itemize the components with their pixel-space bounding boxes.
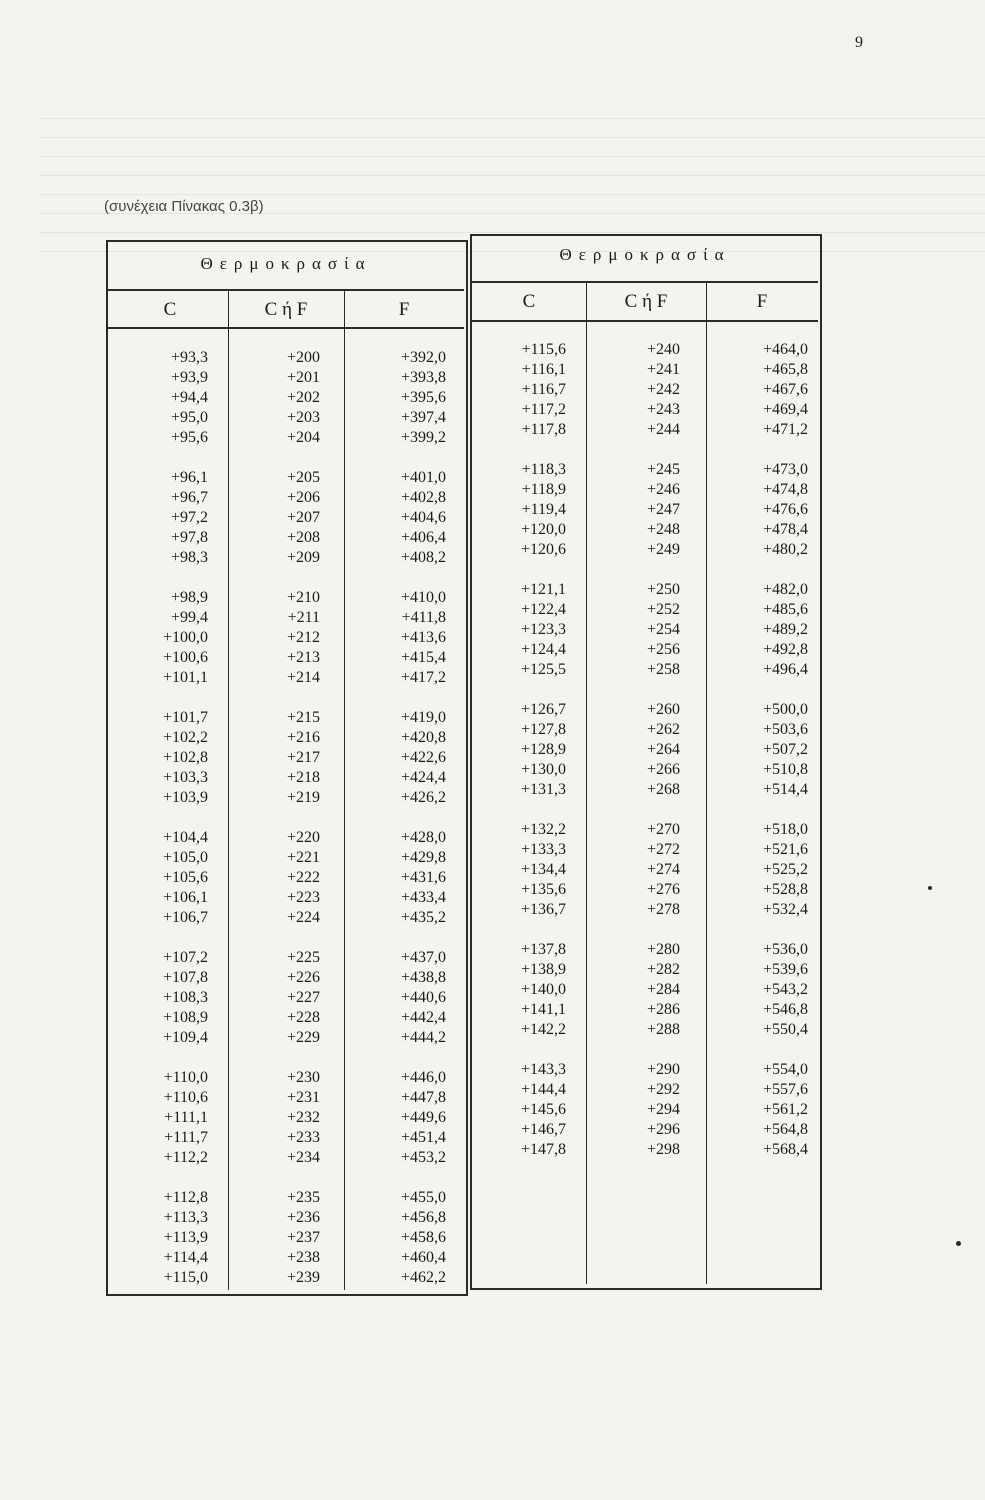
table-cell-right: +503,6 bbox=[762, 721, 808, 738]
table-cell-left: +215 bbox=[286, 709, 320, 726]
table-cell-right: +282 bbox=[646, 961, 680, 978]
table-cell-left: +108,3 bbox=[162, 989, 208, 1006]
table-cell-right: +543,2 bbox=[762, 981, 808, 998]
table-cell-left: +98,9 bbox=[170, 589, 208, 606]
table-cell-right: +292 bbox=[646, 1081, 680, 1098]
table-cell-right: +141,1 bbox=[520, 1001, 566, 1018]
colhead-left-c-or-f: C ή F bbox=[264, 299, 308, 320]
table-cell-left: +420,8 bbox=[400, 729, 446, 746]
table-cell-left: +97,8 bbox=[170, 529, 208, 546]
table-cell-right: +536,0 bbox=[762, 941, 808, 958]
table-cell-left: +110,0 bbox=[163, 1069, 208, 1086]
table-cell-right: +120,6 bbox=[520, 541, 566, 558]
table-cell-left: +100,0 bbox=[162, 629, 208, 646]
table-cell-left: +204 bbox=[286, 429, 320, 446]
table-cell-left: +208 bbox=[286, 529, 320, 546]
colhead-right-f: F bbox=[756, 291, 768, 312]
table-cell-left: +446,0 bbox=[400, 1069, 446, 1086]
table-cell-left: +429,8 bbox=[400, 849, 446, 866]
table-cell-right: +118,9 bbox=[521, 481, 566, 498]
colhead-left-c: C bbox=[163, 299, 177, 320]
table-cell-right: +492,8 bbox=[762, 641, 808, 658]
table-cell-left: +426,2 bbox=[400, 789, 446, 806]
table-cell-left: +113,9 bbox=[163, 1229, 208, 1246]
table-cell-right: +260 bbox=[646, 701, 680, 718]
table-cell-right: +482,0 bbox=[762, 581, 808, 598]
table-cell-left: +239 bbox=[286, 1269, 320, 1286]
table-cell-right: +296 bbox=[646, 1121, 680, 1138]
table-cell-right: +278 bbox=[646, 901, 680, 918]
table-cell-left: +393,8 bbox=[400, 369, 446, 386]
table-cell-right: +485,6 bbox=[762, 601, 808, 618]
table-cell-left: +238 bbox=[286, 1249, 320, 1266]
table-cell-left: +112,8 bbox=[163, 1189, 208, 1206]
table-cell-left: +404,6 bbox=[400, 509, 446, 526]
table-cell-left: +227 bbox=[286, 989, 320, 1006]
table-cell-left: +112,2 bbox=[163, 1149, 208, 1166]
table-cell-right: +248 bbox=[646, 521, 680, 538]
table-cell-left: +440,6 bbox=[400, 989, 446, 1006]
table-cell-left: +103,9 bbox=[162, 789, 208, 806]
table-cell-right: +136,7 bbox=[520, 901, 566, 918]
table-cell-right: +489,2 bbox=[762, 621, 808, 638]
table-cell-left: +106,7 bbox=[162, 909, 208, 926]
table-cell-right: +465,8 bbox=[762, 361, 808, 378]
table-cell-right: +272 bbox=[646, 841, 680, 858]
table-cell-left: +96,1 bbox=[170, 469, 208, 486]
table-cell-left: +225 bbox=[286, 949, 320, 966]
table-cell-left: +224 bbox=[286, 909, 320, 926]
table-cell-right: +133,3 bbox=[520, 841, 566, 858]
table-cell-left: +98,3 bbox=[170, 549, 208, 566]
table-caption: (συνέχεια Πίνακας 0.3β) bbox=[104, 198, 264, 215]
table-cell-left: +438,8 bbox=[400, 969, 446, 986]
table-cell-right: +256 bbox=[646, 641, 680, 658]
table-cell-right: +132,2 bbox=[520, 821, 566, 838]
table-cell-right: +252 bbox=[646, 601, 680, 618]
table-cell-left: +93,9 bbox=[170, 369, 208, 386]
table-cell-left: +415,4 bbox=[400, 649, 446, 666]
table-cell-left: +209 bbox=[286, 549, 320, 566]
colhead-divider-left bbox=[108, 327, 464, 329]
table-cell-left: +419,0 bbox=[400, 709, 446, 726]
table-cell-right: +469,4 bbox=[762, 401, 808, 418]
table-cell-right: +500,0 bbox=[762, 701, 808, 718]
table-cell-right: +539,6 bbox=[762, 961, 808, 978]
table-cell-left: +203 bbox=[286, 409, 320, 426]
table-cell-left: +417,2 bbox=[400, 669, 446, 686]
table-cell-right: +473,0 bbox=[762, 461, 808, 478]
table-cell-right: +288 bbox=[646, 1021, 680, 1038]
table-cell-right: +135,6 bbox=[520, 881, 566, 898]
table-cell-right: +131,3 bbox=[520, 781, 566, 798]
table-cell-left: +108,9 bbox=[162, 1009, 208, 1026]
table-cell-left: +451,4 bbox=[400, 1129, 446, 1146]
table-cell-left: +435,2 bbox=[400, 909, 446, 926]
table-cell-right: +521,6 bbox=[762, 841, 808, 858]
header-divider-left bbox=[108, 289, 464, 291]
table-cell-left: +99,4 bbox=[170, 609, 208, 626]
table-cell-left: +447,8 bbox=[400, 1089, 446, 1106]
table-cell-right: +246 bbox=[646, 481, 680, 498]
table-cell-left: +449,6 bbox=[400, 1109, 446, 1126]
table-cell-left: +106,1 bbox=[162, 889, 208, 906]
table-cell-right: +120,0 bbox=[520, 521, 566, 538]
table-cell-left: +95,6 bbox=[170, 429, 208, 446]
table-cell-left: +232 bbox=[286, 1109, 320, 1126]
table-cell-left: +453,2 bbox=[400, 1149, 446, 1166]
table-cell-left: +105,0 bbox=[162, 849, 208, 866]
ink-speck bbox=[956, 1241, 961, 1246]
colhead-right-c: C bbox=[522, 291, 536, 312]
table-cell-left: +456,8 bbox=[400, 1209, 446, 1226]
table-cell-right: +496,4 bbox=[762, 661, 808, 678]
table-cell-right: +561,2 bbox=[762, 1101, 808, 1118]
table-cell-left: +205 bbox=[286, 469, 320, 486]
table-cell-left: +201 bbox=[286, 369, 320, 386]
table-cell-right: +268 bbox=[646, 781, 680, 798]
table-cell-left: +212 bbox=[286, 629, 320, 646]
table-cell-left: +102,8 bbox=[162, 749, 208, 766]
table-cell-right: +116,1 bbox=[521, 361, 566, 378]
table-cell-right: +550,4 bbox=[762, 1021, 808, 1038]
table-cell-right: +118,3 bbox=[521, 461, 566, 478]
table-cell-left: +431,6 bbox=[400, 869, 446, 886]
table-cell-left: +113,3 bbox=[163, 1209, 208, 1226]
table-cell-right: +284 bbox=[646, 981, 680, 998]
table-cell-right: +290 bbox=[646, 1061, 680, 1078]
table-cell-right: +125,5 bbox=[520, 661, 566, 678]
table-cell-right: +142,2 bbox=[520, 1021, 566, 1038]
table-cell-left: +413,6 bbox=[400, 629, 446, 646]
table-cell-left: +455,0 bbox=[400, 1189, 446, 1206]
table-cell-left: +218 bbox=[286, 769, 320, 786]
table-cell-right: +128,9 bbox=[520, 741, 566, 758]
table-cell-right: +124,4 bbox=[520, 641, 566, 658]
table-cell-right: +243 bbox=[646, 401, 680, 418]
table-cell-left: +399,2 bbox=[400, 429, 446, 446]
table-cell-left: +101,1 bbox=[162, 669, 208, 686]
table-cell-right: +467,6 bbox=[762, 381, 808, 398]
table-cell-right: +254 bbox=[646, 621, 680, 638]
table-cell-right: +245 bbox=[646, 461, 680, 478]
table-cell-left: +107,8 bbox=[162, 969, 208, 986]
table-cell-left: +103,3 bbox=[162, 769, 208, 786]
table-cell-left: +105,6 bbox=[162, 869, 208, 886]
table-cell-right: +514,4 bbox=[762, 781, 808, 798]
table-cell-left: +217 bbox=[286, 749, 320, 766]
table-cell-right: +476,6 bbox=[762, 501, 808, 518]
table-cell-right: +518,0 bbox=[762, 821, 808, 838]
table-cell-right: +298 bbox=[646, 1141, 680, 1158]
table-cell-left: +222 bbox=[286, 869, 320, 886]
table-cell-left: +236 bbox=[286, 1209, 320, 1226]
table-cell-right: +244 bbox=[646, 421, 680, 438]
table-cell-right: +117,8 bbox=[521, 421, 566, 438]
table-cell-right: +274 bbox=[646, 861, 680, 878]
table-cell-left: +109,4 bbox=[162, 1029, 208, 1046]
table-cell-left: +110,6 bbox=[163, 1089, 208, 1106]
table-cell-right: +241 bbox=[646, 361, 680, 378]
colhead-left-f: F bbox=[398, 299, 410, 320]
table-cell-right: +117,2 bbox=[521, 401, 566, 418]
table-cell-right: +242 bbox=[646, 381, 680, 398]
table-cell-left: +102,2 bbox=[162, 729, 208, 746]
table-cell-right: +121,1 bbox=[520, 581, 566, 598]
table-cell-left: +97,2 bbox=[170, 509, 208, 526]
table-cell-right: +247 bbox=[646, 501, 680, 518]
table-cell-left: +406,4 bbox=[400, 529, 446, 546]
table-cell-right: +123,3 bbox=[520, 621, 566, 638]
table-cell-right: +137,8 bbox=[520, 941, 566, 958]
table-cell-right: +116,7 bbox=[521, 381, 566, 398]
table-cell-left: +94,4 bbox=[170, 389, 208, 406]
table-cell-right: +480,2 bbox=[762, 541, 808, 558]
table-cell-left: +200 bbox=[286, 349, 320, 366]
table-cell-left: +437,0 bbox=[400, 949, 446, 966]
table-cell-right: +134,4 bbox=[520, 861, 566, 878]
table-cell-left: +220 bbox=[286, 829, 320, 846]
table-cell-left: +115,0 bbox=[163, 1269, 208, 1286]
table-cell-left: +229 bbox=[286, 1029, 320, 1046]
table-cell-left: +207 bbox=[286, 509, 320, 526]
table-cell-right: +130,0 bbox=[520, 761, 566, 778]
table-cell-right: +280 bbox=[646, 941, 680, 958]
table-cell-left: +223 bbox=[286, 889, 320, 906]
table-cell-left: +408,2 bbox=[400, 549, 446, 566]
table-cell-right: +478,4 bbox=[762, 521, 808, 538]
table-cell-right: +525,2 bbox=[762, 861, 808, 878]
table-cell-right: +557,6 bbox=[762, 1081, 808, 1098]
table-cell-left: +234 bbox=[286, 1149, 320, 1166]
table-cell-right: +471,2 bbox=[762, 421, 808, 438]
table-cell-right: +146,7 bbox=[520, 1121, 566, 1138]
table-cell-left: +442,4 bbox=[400, 1009, 446, 1026]
table-cell-left: +101,7 bbox=[162, 709, 208, 726]
table-cell-left: +444,2 bbox=[400, 1029, 446, 1046]
table-cell-right: +554,0 bbox=[762, 1061, 808, 1078]
table-cell-right: +138,9 bbox=[520, 961, 566, 978]
table-cell-right: +546,8 bbox=[762, 1001, 808, 1018]
table-cell-left: +410,0 bbox=[400, 589, 446, 606]
table-cell-left: +401,0 bbox=[400, 469, 446, 486]
table-cell-left: +458,6 bbox=[400, 1229, 446, 1246]
table-cell-right: +262 bbox=[646, 721, 680, 738]
table-cell-left: +237 bbox=[286, 1229, 320, 1246]
table-cell-left: +100,6 bbox=[162, 649, 208, 666]
table-cell-right: +240 bbox=[646, 341, 680, 358]
table-cell-right: +143,3 bbox=[520, 1061, 566, 1078]
table-cell-left: +104,4 bbox=[162, 829, 208, 846]
table-cell-left: +397,4 bbox=[400, 409, 446, 426]
table-cell-right: +126,7 bbox=[520, 701, 566, 718]
table-cell-left: +433,4 bbox=[400, 889, 446, 906]
table-cell-right: +140,0 bbox=[520, 981, 566, 998]
table-cell-right: +568,4 bbox=[762, 1141, 808, 1158]
table-cell-right: +294 bbox=[646, 1101, 680, 1118]
table-cell-left: +206 bbox=[286, 489, 320, 506]
table-cell-right: +127,8 bbox=[520, 721, 566, 738]
table-cell-right: +276 bbox=[646, 881, 680, 898]
table-cell-right: +464,0 bbox=[762, 341, 808, 358]
table-cell-right: +270 bbox=[646, 821, 680, 838]
table-cell-right: +474,8 bbox=[762, 481, 808, 498]
header-divider-right bbox=[472, 281, 818, 283]
table-cell-right: +145,6 bbox=[520, 1101, 566, 1118]
table-cell-left: +114,4 bbox=[163, 1249, 208, 1266]
table-cell-left: +226 bbox=[286, 969, 320, 986]
table-cell-left: +210 bbox=[286, 589, 320, 606]
table-cell-right: +249 bbox=[646, 541, 680, 558]
table-cell-left: +96,7 bbox=[170, 489, 208, 506]
table-cell-left: +111,1 bbox=[164, 1109, 208, 1126]
table-cell-left: +231 bbox=[286, 1089, 320, 1106]
table-cell-left: +219 bbox=[286, 789, 320, 806]
table-cell-right: +266 bbox=[646, 761, 680, 778]
table-cell-left: +428,0 bbox=[400, 829, 446, 846]
table-cell-left: +214 bbox=[286, 669, 320, 686]
table-cell-left: +221 bbox=[286, 849, 320, 866]
table-cell-left: +460,4 bbox=[400, 1249, 446, 1266]
table-cell-right: +122,4 bbox=[520, 601, 566, 618]
table-cell-right: +264 bbox=[646, 741, 680, 758]
colhead-divider-right bbox=[472, 320, 818, 322]
table-cell-left: +111,7 bbox=[164, 1129, 208, 1146]
table-cell-right: +119,4 bbox=[521, 501, 566, 518]
table-cell-left: +230 bbox=[286, 1069, 320, 1086]
table-cell-right: +147,8 bbox=[520, 1141, 566, 1158]
ink-speck bbox=[928, 886, 932, 890]
table-cell-right: +144,4 bbox=[520, 1081, 566, 1098]
table-cell-right: +510,8 bbox=[762, 761, 808, 778]
table-cell-left: +93,3 bbox=[170, 349, 208, 366]
table-cell-right: +532,4 bbox=[762, 901, 808, 918]
table-cell-right: +507,2 bbox=[762, 741, 808, 758]
table-cell-right: +564,8 bbox=[762, 1121, 808, 1138]
table-cell-left: +216 bbox=[286, 729, 320, 746]
table-cell-left: +107,2 bbox=[162, 949, 208, 966]
table-cell-right: +286 bbox=[646, 1001, 680, 1018]
table-cell-left: +202 bbox=[286, 389, 320, 406]
table-cell-left: +402,8 bbox=[400, 489, 446, 506]
temperature-header-left: Θερμοκρασία bbox=[200, 254, 372, 273]
table-cell-left: +213 bbox=[286, 649, 320, 666]
table-cell-left: +411,8 bbox=[401, 609, 446, 626]
table-cell-left: +395,6 bbox=[400, 389, 446, 406]
table-cell-right: +115,6 bbox=[521, 341, 566, 358]
table-cell-left: +95,0 bbox=[170, 409, 208, 426]
table-cell-right: +250 bbox=[646, 581, 680, 598]
table-cell-left: +422,6 bbox=[400, 749, 446, 766]
colhead-right-c-or-f: C ή F bbox=[624, 291, 668, 312]
page-number: 9 bbox=[855, 34, 863, 51]
table-cell-left: +211 bbox=[287, 609, 320, 626]
table-cell-left: +233 bbox=[286, 1129, 320, 1146]
table-cell-right: +528,8 bbox=[762, 881, 808, 898]
table-cell-left: +392,0 bbox=[400, 349, 446, 366]
table-cell-right: +258 bbox=[646, 661, 680, 678]
table-cell-left: +235 bbox=[286, 1189, 320, 1206]
temperature-header-right: Θερμοκρασία bbox=[559, 245, 731, 264]
table-cell-left: +424,4 bbox=[400, 769, 446, 786]
table-cell-left: +228 bbox=[286, 1009, 320, 1026]
table-cell-left: +462,2 bbox=[400, 1269, 446, 1286]
